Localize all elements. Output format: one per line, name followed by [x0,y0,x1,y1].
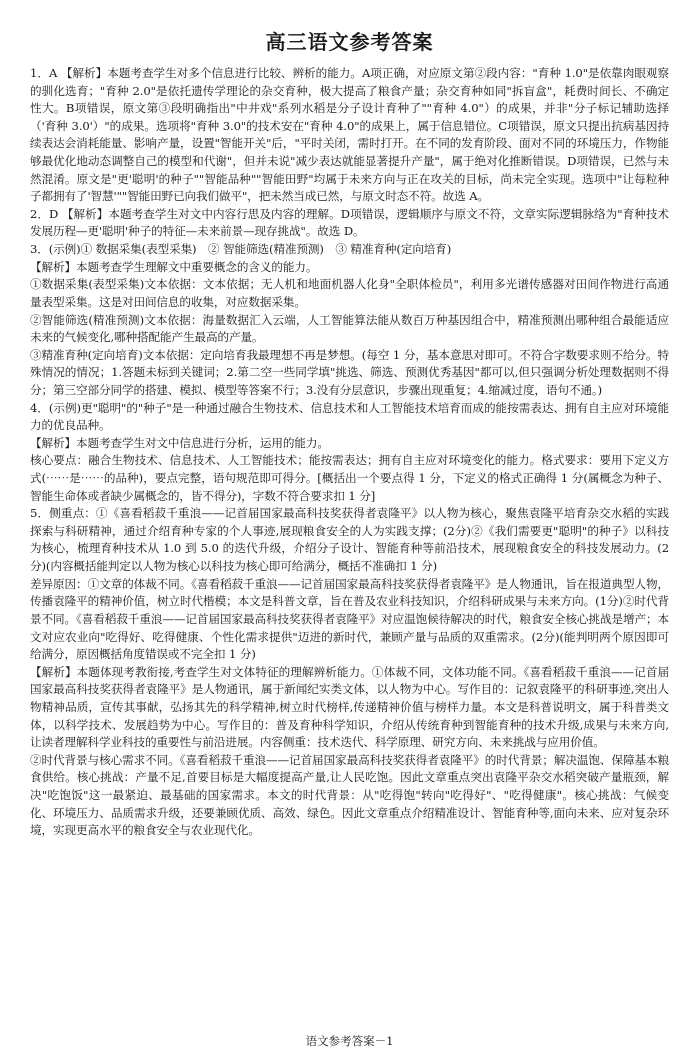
answer-paragraph: 1．A 【解析】本题考查学生对多个信息进行比较、辨析的能力。A项正确，对应原文第②段内容："育种 1.0"是依靠肉眼观察的驯化选育；"育种 2.0"是依托遗传学理论的杂交育种，极大提高了粮食产量；杂交育种如同"拆盲盒"，耗费时间长、不确定性大。B项错误，原文第③段明确指出"中井戏"系列水稻是分子设计育种了""育种 4.0"）的成果，并非"分子标记辅助选择（'育种 3.0'）"的成果。选项将"育种 3.0"的技术安在"育种 4.0"的成果上，属于信息错位。C项错误，原文只提出抗病基因持续表达会消耗能量、影响产量，设置"智能开关"后，"平时关闭，需时打开。在不同的发育阶段、面对不同的环境压力，作物能够最优化地动态调整自己的模型和代谢"，但并未说"减少表达就能显著提升产量"，属于绝对化推断错误。D项错误，已然与未然混淆。原文是"更'聪明'的种子""智能品种""智能田野"均属于未来方向与正在攻关的目标，尚未完全实现。选项中"让每粒种子都拥有了'智慧'""智能田野已向我们做平"，把未然当成已然，与原文时态不符。故选 A。 [30,66,669,204]
page-footer: 语文参考答案－1 [305,1034,394,1048]
answer-block-1 [30,65,669,206]
answer-block-5 [30,505,669,840]
answer-paragraph: 5．侧重点：①《喜看稻菽千重浪——记首届国家最高科技奖获得者袁隆平》以人物为核心，聚焦袁隆平培育杂交水稻的实践探索与科研精神，通过介绍育种专家的个人事迹,展现粮食安全的人为实践支撑；(2分)②《我们需要更"聪明"的种子》以科技为核心，梳理育种技术从 1.0 到 5.0 的迭代升级，介绍分子设计、智能育种等前沿技术，展现粮食安全的科技发展动力。(2分)(内容概括能判定以人物为核心以科技为核心即可给满分，概括不准确扣 1 分) [30,506,669,574]
answer-detail: ①数据采集(表型采集)文本依据：文本依据；无人机和地面机器人化身"全职体检员"，利用多光谱传感器对田间作物进行高通量表型采集。这是对田间信息的收集，对应数据采集。 [30,277,669,309]
answer-block-2 [30,206,669,241]
answer-block-4 [30,400,669,506]
answer-analysis: 【解析】本题考查学生理解文中重要概念的含义的能力。 [30,259,318,274]
answer-analysis: 【解析】本题体现考教衔接,考查学生对文体特征的理解辨析能力。①体裁不同，文体功能不同。《喜看稻菽千重浪——记首届国家最高科技奖获得者袁隆平》是人物通讯，属于新闻纪实类文体，以人物为中心。写作目的：记叙袁隆平的科研事迹,突出人物精神品质，宣传其事献，弘扬其先的科学精神,树立时代榜样,传递精神价值与榜样力量。本文是科普说明文，属于科普类文体，以科学技术、发展趋势为中心。写作目的：普及育种科学知识，介绍从传统育种到智能育种的技术升级,成果与未来方向,让读者理解科学业科技的重要性与前沿进展。内容侧重：技术迭代、科学原理、研究方向、未来挑战与应用价值。 [30,664,669,750]
answer-detail: ②时代背景与核心需求不同。《喜看稻菽千重浪——记首届国家最高科技奖获得者袁隆平》的时代背景；解决温饱、保障基本粮食供给。核心挑战：产量不足,首要目标是大幅度提高产量,让人民吃饱。因此文章重点突出袁隆平杂交水稻突破产量瓶颈，解决"吃饱饭"这一最紧迫、最基础的国家需求。本文的时代背景：从"吃得饱"转向"吃得好"、"吃得健康"。核心挑战：气候变化、环境压力、品质需求升级，还要兼顾优质、高效、绿色。因此文章重点介绍精准设计、智能育种等,面向未来、应对复杂环境，实现更高水平的粮食安全与农业现代化。 [30,752,669,838]
answer-paragraph: 3．(示例)① 数据采集(表型采集) ② 智能筛选(精准预测) ③ 精准育种(定向培育) [30,242,452,257]
answer-detail: 核心要点：融合生物技术、信息技术、人工智能技术；能按需表达；拥有自主应对环境变化的能力。格式要求：要用下定义方式(⋯⋯是⋯⋯的品种)，要点完整，语句规范即可得分。[概括出一个要点得 1 分，下定义的格式正确得 1 分(属概念为种子、智能生命体或者缺少属概念的，皆不得分)，字数不符合要求扣 1 分] [30,453,669,503]
answer-detail: ②智能筛选(精准预测)文本依据：海量数据汇入云端，人工智能算法能从数百万种基因组合中，精准预测出哪种组合最能适应未来的气候变化,哪种搭配能产生最高的产量。 [30,312,669,345]
answer-detail: ③精准育种(定向培育)文本依据：定向培育我最理想不再是梦想。(每空 1 分，基本意思对即可。不符合字数要求则不给分。特殊情况的情况；1.答题未标到关键词；2.第二空一些同学填"挑选、筛选、预测优秀基因"都可以,但只强调分析处理数据则不得分；第三空部分同学的搭建、模拟、模型等答案不行；3.没有分层意识，步骤出现重复；4.缩减过度，语句不通。) [30,347,669,397]
answer-paragraph: 4．(示例)更"聪明"的"种子"是一种通过融合生物技术、信息技术和人工智能技术培育而成的能按需表达、拥有自主应对环境能力的优良品种。 [30,400,669,433]
answer-analysis: 【解析】本题考查学生对文中信息进行分析，运用的能力。 [30,435,329,450]
answer-detail: 差异原因：①文章的体裁不同。《喜看稻菽千重浪——记首届国家最高科技奖获得者袁隆平》是人物通讯，旨在报道典型人物，传播袁隆平的精神价值，树立时代楷模；本文是科普文章，旨在普及农业科技知识，介绍科研成果与未来方向。(1分)②时代背景不同。《喜看稻菽千重浪——记首届国家最高科技奖获得者袁隆平》对应温饱候待解决的时代，粮食安全核心挑战是增产；本文对应农业向"吃得好、吃得健康、个性化需求提供"迈进的新时代，兼顾产量与品质的双重需求。(2分)(能判明两个原因即可给满分，原因概括角度错误或不完全扣 1 分) [30,576,669,662]
answer-paragraph: 2．D 【解析】本题考查学生对文中内容行思及内容的理解。D项错误，逻辑顺序与原文不符，文章实际逻辑脉络为"育种技术发展历程—更'聪明'种子的特征—未来前景—现存挑战"。故选 D。 [30,206,669,239]
page-title: 高三语文参考答案 [265,30,434,54]
answer-block-3 [30,241,669,399]
